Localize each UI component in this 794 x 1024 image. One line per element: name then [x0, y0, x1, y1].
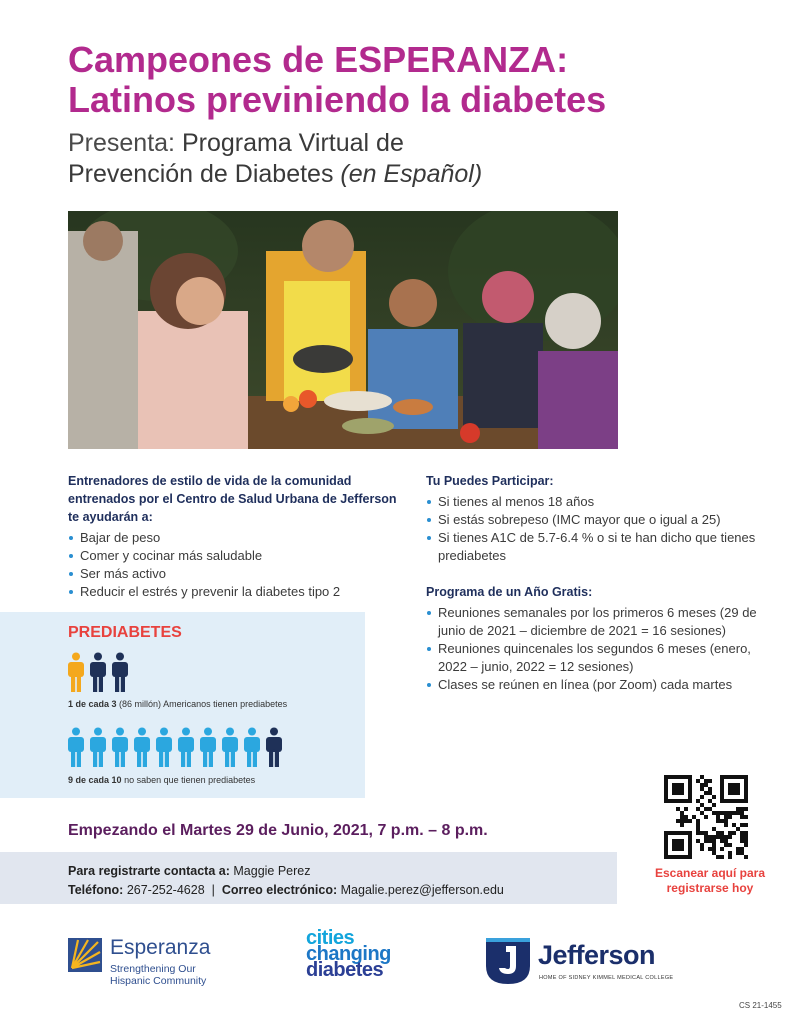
document-code: CS 21-1455	[739, 1001, 782, 1010]
stat-1-rest: (86 millón) Americanos tienen prediabetes	[119, 699, 288, 709]
people-row-9-in-10	[66, 727, 284, 767]
ccd-line-3: diabetes	[306, 959, 384, 981]
prediabetes-title: PREDIABETES	[68, 624, 182, 641]
stat-2-caption	[68, 775, 255, 785]
list-item: Reuniones semanales por los primeros 6 meses (29 de junio de 2021 – diciembre de 2021 = 16 sesiones)	[426, 604, 766, 640]
subtitle-language: (en Español)	[340, 160, 483, 188]
email-address[interactable]: Magalie.perez@jefferson.edu	[340, 883, 504, 897]
page-subtitle	[68, 128, 758, 190]
esperanza-tagline-1: Strengthening Our	[110, 963, 196, 975]
stat-1-bold: 1 de cada 3	[68, 699, 117, 709]
list-item: Reuniones quincenales los segundos 6 meses (enero, 2022 – junio, 2022 = 12 sesiones)	[426, 640, 766, 676]
stat-2-bold: 9 de cada 10	[68, 775, 122, 785]
list-item: Comer y cocinar más saludable	[68, 547, 398, 565]
qr-code-icon[interactable]	[664, 775, 748, 859]
ccd-line-1: cities	[306, 927, 355, 949]
jefferson-logo	[486, 938, 686, 988]
sunburst-icon	[68, 938, 102, 972]
person-icon	[176, 727, 196, 767]
esperanza-tagline-2: Hispanic Community	[110, 975, 207, 987]
cities-changing-diabetes-logo	[306, 927, 416, 981]
start-date: Empezando el Martes 29 de Junio, 2021, 7 p.m. – 8 p.m.	[68, 822, 488, 839]
person-icon	[242, 727, 262, 767]
page-title	[68, 40, 758, 120]
eligibility-column	[426, 472, 766, 694]
coaches-heading: Entrenadores de estilo de vida de la comunidad entrenados por el Centro de Salud Urbana de Jefferson te ayudarán a:	[68, 474, 397, 524]
list-item: Si tienes A1C de 5.7-6.4 % o si te han dicho que tienes prediabetes	[426, 529, 766, 565]
stat-1-caption	[68, 699, 287, 709]
esperanza-tagline	[110, 963, 206, 987]
list-item: Bajar de peso	[68, 529, 398, 547]
participate-list	[426, 493, 766, 565]
person-icon	[132, 727, 152, 767]
hero-photo	[68, 211, 618, 449]
list-item: Si tienes al menos 18 años	[426, 493, 766, 511]
prediabetes-infographic	[0, 612, 365, 798]
subtitle-lead: Presenta:	[68, 129, 176, 157]
person-icon	[198, 727, 218, 767]
email-label: Correo electrónico:	[221, 883, 338, 897]
person-icon	[66, 727, 86, 767]
program-heading: Programa de un Año Gratis:	[426, 585, 593, 599]
list-item: Si estás sobrepeso (IMC mayor que o igual a 25)	[426, 511, 766, 529]
register-label: Para registrarte contacta a:	[68, 864, 230, 878]
family-cooking-illustration	[68, 211, 618, 449]
jefferson-name: Jefferson	[538, 940, 656, 970]
phone-number[interactable]: 267-252-4628	[126, 883, 205, 897]
esperanza-logo	[68, 936, 248, 988]
title-line-1: Campeones de ESPERANZA:	[68, 39, 569, 80]
list-item: Reducir el estrés y prevenir la diabetes tipo 2	[68, 583, 398, 601]
person-icon	[154, 727, 174, 767]
phone-label: Teléfono:	[68, 883, 124, 897]
list-item: Clases se reúnen en línea (por Zoom) cada martes	[426, 676, 766, 694]
list-item: Ser más activo	[68, 565, 398, 583]
coaches-list	[68, 529, 398, 601]
qr-caption: Escanear aquí para registrarse hoy	[654, 866, 766, 895]
coaches-section	[68, 472, 398, 601]
esperanza-name: Esperanza	[110, 936, 211, 959]
contact-separator: |	[211, 883, 215, 897]
person-icon	[264, 727, 284, 767]
jefferson-shield-icon	[486, 938, 530, 984]
participate-heading: Tu Puedes Participar:	[426, 474, 554, 488]
program-list	[426, 604, 766, 694]
contact-name: Maggie Perez	[233, 864, 311, 878]
subtitle-main-2: Prevención de Diabetes	[68, 160, 334, 188]
contact-box	[0, 852, 617, 904]
subtitle-main-1: Programa Virtual de	[181, 129, 404, 157]
title-line-2: Latinos previniendo la diabetes	[68, 79, 607, 120]
jefferson-tagline: HOME OF SIDNEY KIMMEL MEDICAL COLLEGE	[539, 975, 674, 981]
stat-2-rest: no saben que tienen prediabetes	[124, 775, 256, 785]
person-icon	[88, 727, 108, 767]
person-icon	[220, 727, 240, 767]
person-icon	[88, 652, 108, 692]
person-icon	[110, 727, 130, 767]
ccd-line-2: changing	[306, 943, 391, 965]
people-row-1-in-3	[66, 652, 130, 692]
person-icon	[110, 652, 130, 692]
person-icon	[66, 652, 86, 692]
